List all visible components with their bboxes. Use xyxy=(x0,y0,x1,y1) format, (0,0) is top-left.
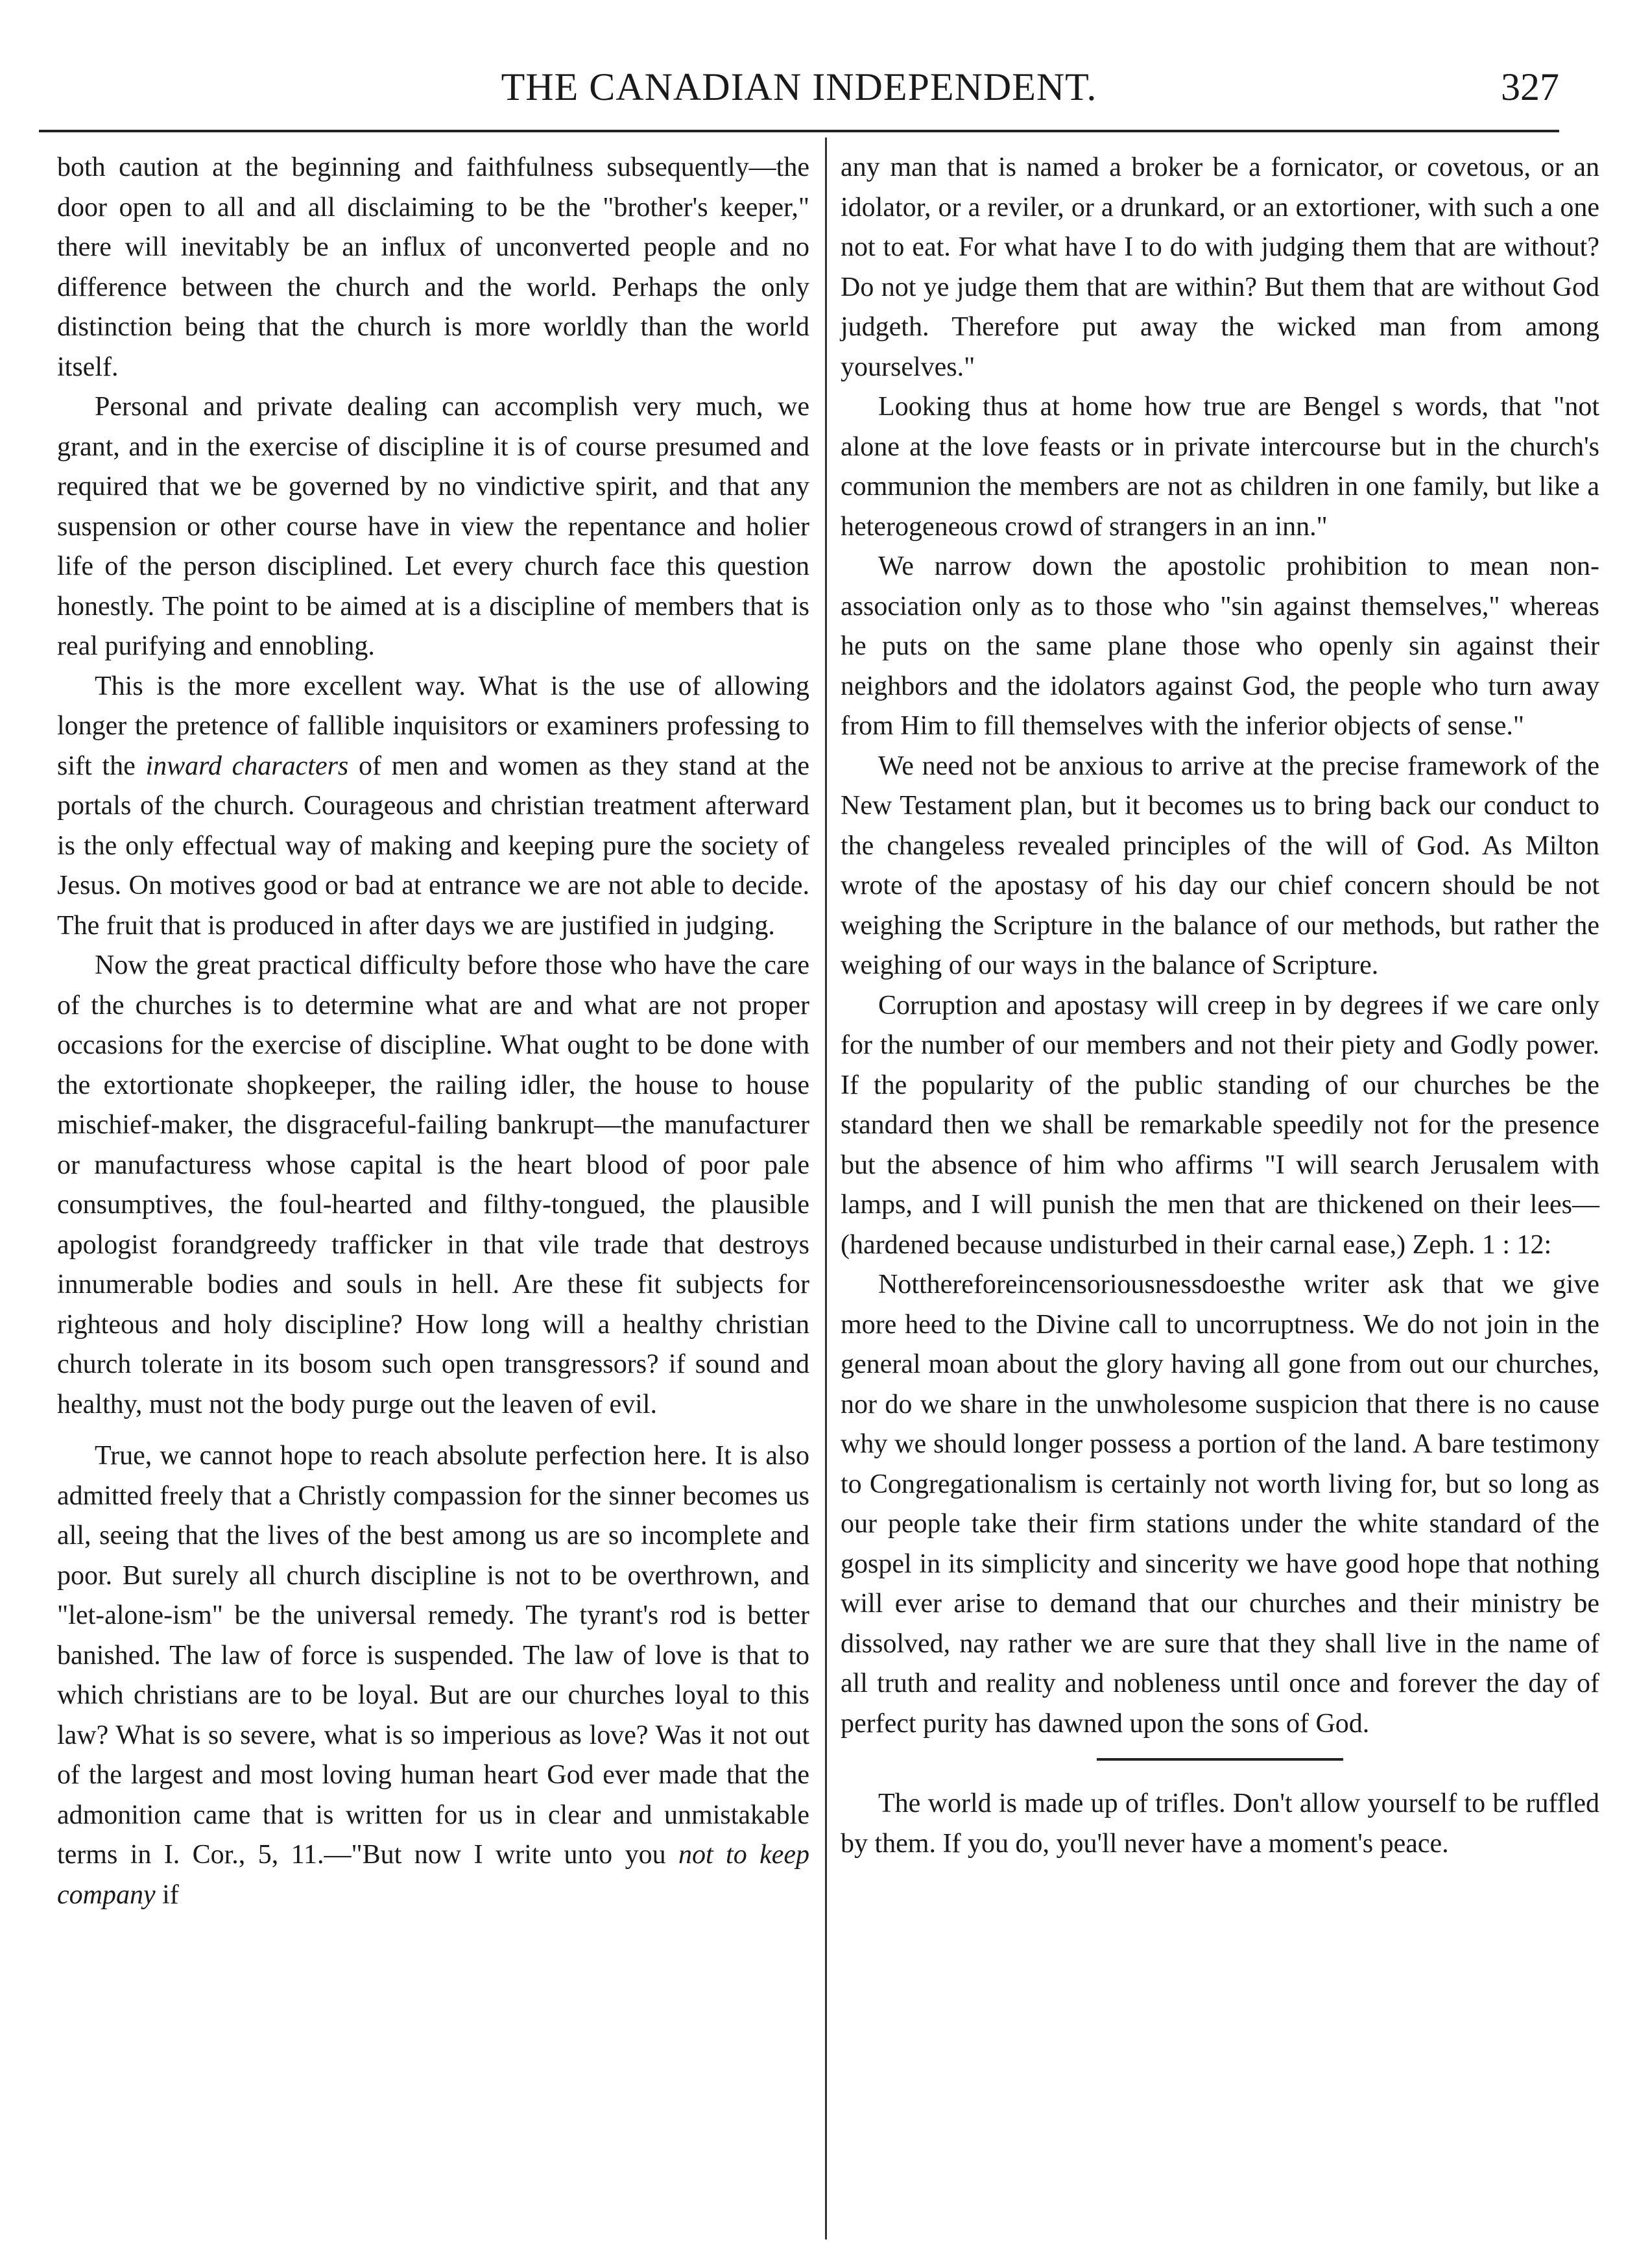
paragraph: Corruption and apostasy will creep in by degrees if we care only for the number of our members and not their piety and Godly power. If the popularity of the public standing of our churches be the standard then we shall be remarkable speedily not for the presence but the absence of him who affirms "I will search Jerusalem with lamps, and I will punish the men that are thickened on their lees—(hardened because undisturbed in their carnal ease,) Zeph. 1 : 12: xyxy=(841,990,1599,1260)
filler-paragraph: The world is made up of trifles. Don't allow yourself to be ruffled by them. If you do, you'll never have a moment's peace. xyxy=(841,1789,1599,1859)
paragraph: both caution at the beginning and faithfulness subsequently—the door open to all and all disclaiming to be the "brother's keeper," there will inevitably be an influx of unconverted people and no difference between the church and the world. Perhaps the only distinction being that the church is more worldly than the world itself. xyxy=(57,152,809,382)
paragraph: any man that is named a broker be a fornicator, or covetous, or an idolator, or a reviler, or a drunkard, or an extortioner, with such a one not to eat. For what have I to do with judging them that are without? Do not ye judge them that are within? But them that are without God judgeth. Therefore put away the wicked man from among yourselves." xyxy=(841,152,1599,382)
section-separator xyxy=(1097,1758,1343,1761)
page-number: 327 xyxy=(1501,66,1559,108)
paragraph: Looking thus at home how true are Bengel s words, that "not alone at the love feasts or in private intercourse but in the church's communion the members are not as children in one family, but like a heterogeneous crowd of strangers in an inn." xyxy=(841,392,1599,542)
paragraph: Notthereforeincensoriousnessdoesthe writer ask that we give more heed to the Divine call to uncorruptness. We do not join in the general moan about the glory having all gone from out our churches, nor do we share in the unwholesome suspicion that there is no cause why we should longer possess a portion of the land. A bare testimony to Congregationalism is certainly not worth living for, but so long as our people take their firm stations under the white standard of the gospel in its simplicity and sincerity we have good hope that nothing will ever arise to demand that our churches and their ministry be dissolved, nay rather we are sure that they shall live in the name of all truth and reality and nobleness until once and forever the day of perfect purity has dawned upon the sons of God. xyxy=(841,1270,1599,1739)
paragraph: This is the more excellent way. What is the use of allowing longer the pretence of fallible inquisitors or examiners professing to sift the inward characters of men and women as they stand at the portals of the church. Courageous and christian treatment afterward is the only effectual way of making and keeping pure the society of Jesus. On motives good or bad at entrance we are not able to decide. The fruit that is produced in after days we are justified in judging. xyxy=(57,671,809,941)
left-column xyxy=(57,148,809,1915)
paragraph: True, we cannot hope to reach absolute perfection here. It is also admitted freely that a Christly compassion for the sinner becomes us all, seeing that the lives of the best among us are so incomplete and poor. But surely all church discipline is not to be overthrown, and "let-alone-ism" be the universal remedy. The tyrant's rod is better banished. The law of force is suspended. The law of love is that to which christians are to be loyal. But are our churches loyal to this law? What is so severe, what is so imperious as love? Was it not out of the largest and most loving human heart God ever made that the admonition came that is written for us in clear and unmistakable terms in I. Cor., 5, 11.—"But now I write unto you not to keep company if xyxy=(57,1441,810,1910)
emphasis-text: not to keep company xyxy=(57,1840,810,1910)
publication-title: THE CANADIAN INDEPENDENT. xyxy=(501,66,1097,108)
header-rule xyxy=(39,130,1559,132)
paragraph: We narrow down the apostolic prohibition to mean non-association only as to those who "sin against themselves," whereas he puts on the same plane those who openly sin against their neighbors and the idolators against God, the people who turn away from Him to fill themselves with the inferior objects of sense." xyxy=(841,551,1599,741)
page-header xyxy=(39,65,1559,117)
paragraph: Now the great practical difficulty before those who have the care of the churches is to determine what are and what are not proper occasions for the exercise of discipline. What ought to be done with the extortionate shopkeeper, the railing idler, the house to house mischief-maker, the disgraceful-failing bankrupt—the manufacturer or manufacturess whose capital is the heart blood of poor pale consumptives, the foul-hearted and filthy-tongued, the plausible apologist forandgreedy trafficker in that vile trade that destroys innumerable bodies and souls in hell. Are these fit subjects for righteous and holy discipline? How long will a healthy christian church tolerate in its bosom such open transgressors? if sound and healthy, must not the body purge out the leaven of evil. xyxy=(57,950,809,1419)
column-divider xyxy=(825,138,827,2239)
paragraph: Personal and private dealing can accomplish very much, we grant, and in the exercise of discipline it is of course presumed and required that we be governed by no vindictive spirit, and that any suspension or other course have in view the repentance and holier life of the person disciplined. Let every church face this question honestly. The point to be aimed at is a discipline of members that is real purifying and ennobling. xyxy=(57,392,809,661)
paragraph: We need not be anxious to arrive at the precise framework of the New Testament plan, but it becomes us to bring back our conduct to the changeless revealed principles of the will of God. As Milton wrote of the apostasy of his day our chief concern should be not weighing the Scripture in the balance of our methods, but rather the weighing of our ways in the balance of Scripture. xyxy=(841,751,1599,980)
right-column xyxy=(841,148,1599,1864)
emphasis-text: inward characters xyxy=(145,751,349,781)
